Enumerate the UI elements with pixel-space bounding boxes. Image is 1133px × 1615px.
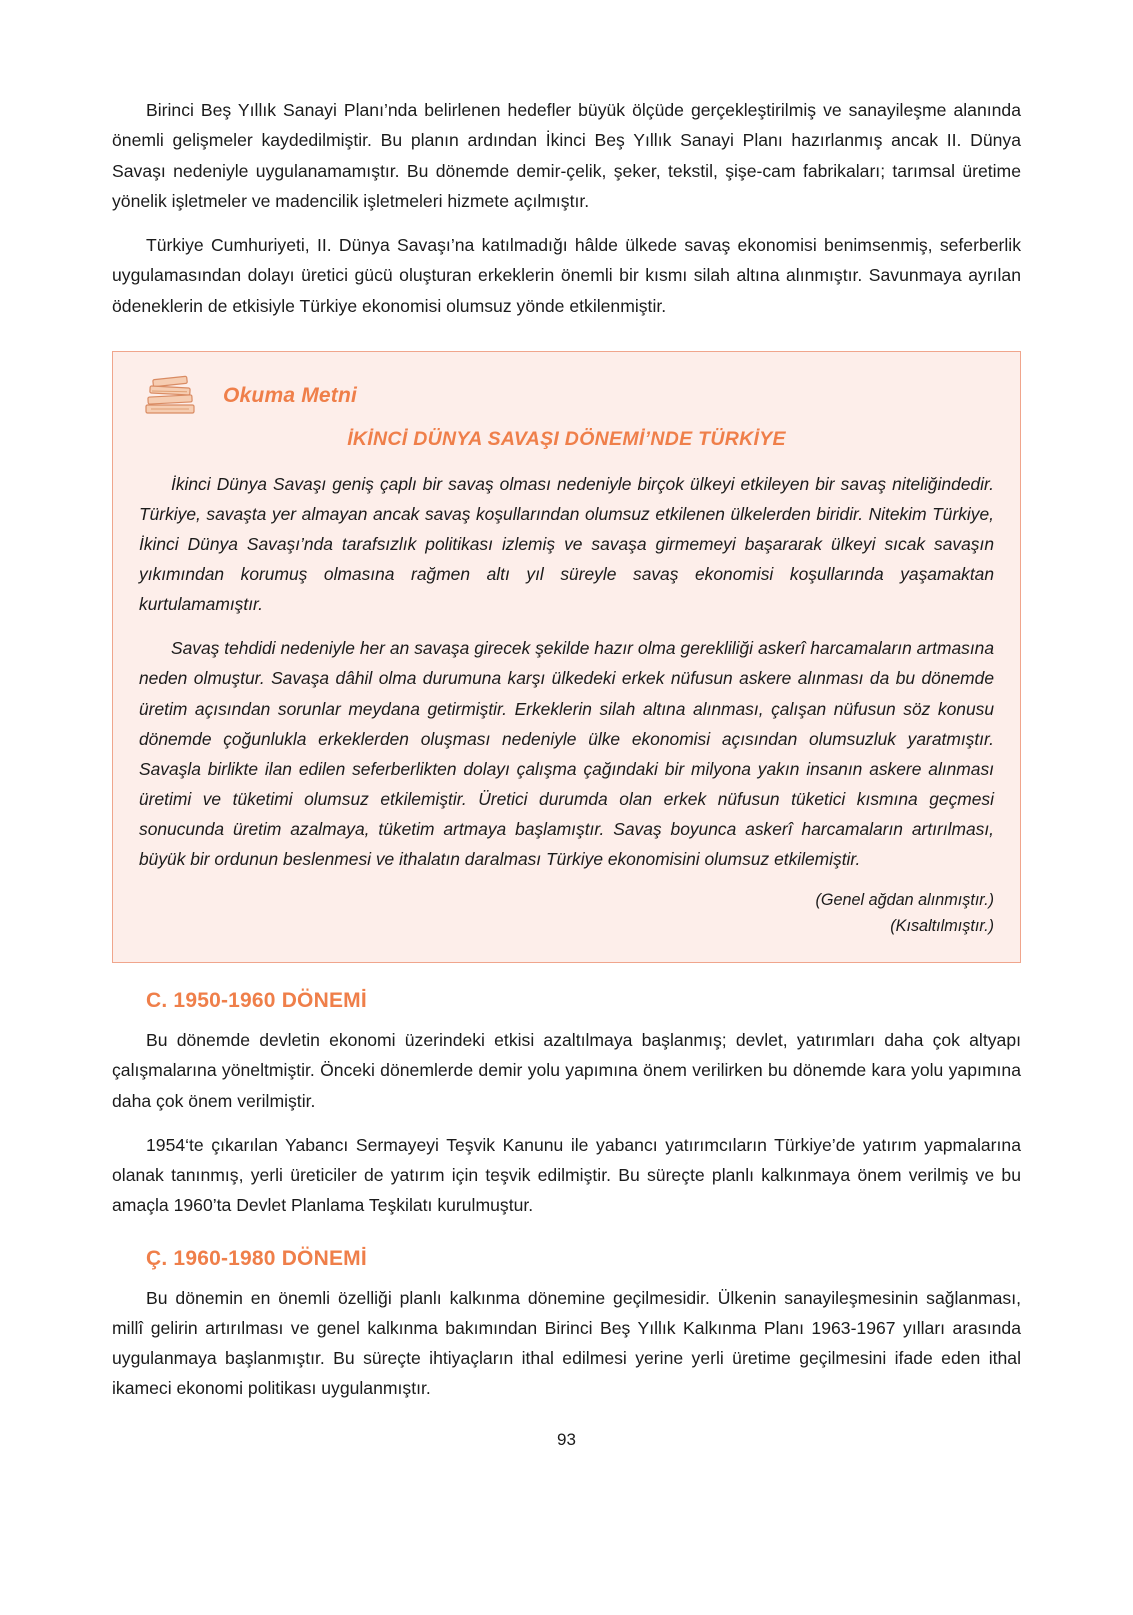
section-title: C. 1950-1960 DÖNEMİ [146,989,367,1013]
section-title: Ç. 1960-1980 DÖNEMİ [146,1246,367,1270]
reading-box-header [139,370,994,422]
reading-paragraph: Savaş tehdidi nedeniyle her an savaşa girecek şekilde hazır olma gerekliliği askerî harcamaların artmasına neden olmuştur. Savaşa dâhil olma durumuna karşı ülkedeki erkek nüfusun askere alınması da bu dönemde üretim açısından sorunlar meydana getirmiştir. Erkeklerin silah altına alınması, çalışan nüfusun söz konusu dönemde çoğunlukla erkeklerden oluşması nedeniyle ülke ekonomisi açısından olumsuzluk yaratmıştır. Savaşla birlikte ilan edilen seferberlikten dolayı çalışma çağındaki bir milyona yakın insanın askere alınması üretimi ve tüketimi olumsuz etkilemiştir. Üretici durumda olan erkek nüfusun tüketici kısmına geçmesi sonucunda üretim azalmaya, tüketim artmaya başlamıştır. Savaş boyunca askerî harcamaların artırılması, büyük bir ordunun beslenmesi ve ithalatın daralması Türkiye ekonomisini olumsuz etkilemiştir. [139,638,994,870]
paragraph: 1954‘te çıkarılan Yabancı Sermayeyi Teşvik Kanunu ile yabancı yatırımcıların Türkiye’de yatırım yapmalarına olanak tanınmış, yerli üreticiler de yatırım için teşvik edilmiştir. Bu süreçte planlı kalkınmaya önem verilmiş ve bu amaçla 1960’ta Devlet Planlama Teşkilatı kurulmuştur. [112,1134,1021,1216]
paragraph: Bu dönemin en önemli özelliği planlı kalkınma dönemine geçilmesidir. Ülkenin sanayileşmesinin sağlanması, millî gelirin artırılması ve genel kalkınma bakımından Birinci Beş Yıllık Kalkınma Planı 1963-1967 yılları arasında uygulanmaya başlanmıştır. Bu süreçte ihtiyaçların ithal edilmesi yerine yerli üretime geçilmesini ifade eden ithal ikameci ekonomi politikası uygulanmıştır. [112,1287,1021,1399]
paragraph: Bu dönemde devletin ekonomi üzerindeki etkisi azaltılmaya başlanmış; devlet, yatırımları daha çok altyapı çalışmalarına yöneltmiştir. Önceki dönemlerde demir yolu yapımına önem verilirken bu dönemde kara yolu yapımına daha çok önem verilmiştir. [112,1030,1021,1111]
reading-box-title: İKİNCİ DÜNYA SAVAŞI DÖNEMİ’NDE TÜRKİYE [347,427,786,450]
paragraph: Birinci Beş Yıllık Sanayi Planı’nda belirlenen hedefler büyük ölçüde gerçekleştirilmiş ve sanayileşme alanında önemli gelişmeler kaydedilmiştir. Bu planın ardından İkinci Beş Yıllık Sanayi Planı hazırlanmış ancak II. Dünya Savaşı nedeniyle uygulanamamıştır. Bu dönemde demir-çelik, şeker, tekstil, şişe-cam fabrikaları; tarımsal üretime yönelik işletmeler ve madencilik işletmeleri hizmete açılmıştır. [112,100,1021,211]
reading-paragraph: İkinci Dünya Savaşı geniş çaplı bir savaş olması nedeniyle birçok ülkeyi etkileyen bir savaş niteliğindedir. Türkiye, savaşta yer almayan ancak savaş koşullarından olumsuz etkilenen ülkelerden biridir. Nitekim Türkiye, İkinci Dünya Savaşı’nda tarafsızlık politikası izlemiş ve savaşa girmemeyi başararak ülkeyi sıcak savaşın yıkımından korumuş olmasına rağmen altı yıl süreyle savaş ekonomisi koşullarında yaşamaktan kurtulamamıştır. [139,473,994,615]
reading-text-box [112,351,1021,963]
paragraph: Türkiye Cumhuriyeti, II. Dünya Savaşı’na katılmadığı hâlde ülkede savaş ekonomisi benimsenmiş, seferberlik uygulamasından dolayı üretici gücü oluşturan erkeklerin önemli bir kısmı silah altına alınmıştır. Savunmaya ayrılan ödeneklerin de etkisiyle Türkiye ekonomisi olumsuz yönde etkilenmiştir. [112,235,1021,316]
books-icon [139,370,209,422]
reading-source-line: (Genel ağdan alınmıştır.) [815,891,994,910]
page-number: 93 [557,1429,576,1449]
reading-box-label: Okuma Metni [223,383,358,407]
reading-source-line: (Kısaltılmıştır.) [890,917,994,936]
